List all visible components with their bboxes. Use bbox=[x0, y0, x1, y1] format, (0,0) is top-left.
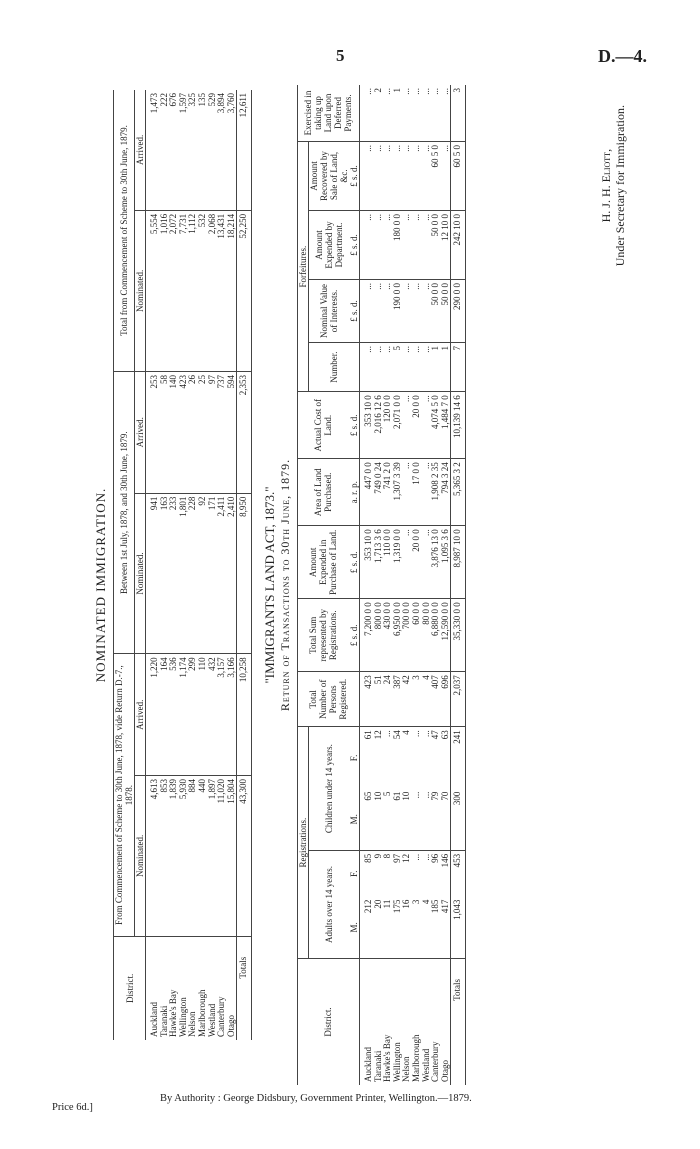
value-cell: 140 bbox=[169, 371, 179, 493]
value-cell: 387 bbox=[393, 672, 403, 727]
district-header: District. bbox=[297, 959, 359, 1086]
value-cell: 4,074 5 0 bbox=[431, 392, 441, 459]
amount-dept-header: Amount Expended by Department. bbox=[308, 211, 349, 280]
total-cell: 10,139 14 6 bbox=[451, 392, 466, 459]
value-cell: 12,590 0 0 bbox=[441, 599, 451, 672]
total-cell: 60 5 0 bbox=[451, 142, 466, 211]
value-cell: 3,894 bbox=[217, 90, 227, 210]
value-cell: 12 bbox=[372, 730, 383, 740]
printer-authority: By Authority : George Didsbury, Government Printer, Wellington.—1879. bbox=[160, 1093, 472, 1104]
value-cell: 146 bbox=[439, 853, 450, 868]
value-cell: 65 bbox=[359, 789, 373, 851]
value-cell: 163 bbox=[160, 493, 170, 654]
value-cell: 80 0 0 bbox=[422, 599, 432, 672]
value-cell: 3,157 bbox=[217, 654, 227, 776]
value-cell: ... bbox=[359, 142, 373, 211]
value-cell: 447 0 0 bbox=[359, 459, 373, 526]
value-cell: 2,072 bbox=[169, 210, 179, 371]
value-cell: 1,319 0 0 bbox=[393, 526, 403, 599]
value-cell: 353 10 0 bbox=[359, 392, 373, 459]
value-cell: 7,731 bbox=[179, 210, 189, 371]
registrations-header: Registrations. bbox=[297, 727, 308, 959]
table-row bbox=[393, 85, 403, 1085]
value-cell: 1,220 bbox=[146, 654, 160, 776]
value-cell: 20 bbox=[374, 897, 384, 959]
female-header: F. bbox=[348, 754, 359, 762]
totals-label: Totals bbox=[237, 936, 252, 1040]
value-cell: 5 bbox=[393, 343, 403, 392]
value-cell: ... bbox=[383, 211, 393, 280]
value-cell: 16 bbox=[402, 897, 412, 959]
value-cell: 794 3 24 bbox=[441, 459, 451, 526]
value-cell: ... bbox=[402, 459, 412, 526]
lsd-unit: £ s. d. bbox=[349, 599, 360, 672]
total-sum-header: Total Sum represented by Registrations. bbox=[297, 599, 349, 672]
value-cell: 737 bbox=[217, 371, 227, 493]
value-cell: 2,016 12 6 bbox=[374, 392, 384, 459]
value-cell: ... bbox=[412, 142, 422, 211]
value-cell: ... bbox=[359, 343, 373, 392]
value-cell: 749 0 24 bbox=[374, 459, 384, 526]
value-cell: ... bbox=[410, 730, 421, 738]
value-cell: 5 bbox=[383, 789, 393, 851]
value-cell: ... bbox=[410, 853, 421, 861]
district-header: District. bbox=[114, 936, 146, 1040]
value-cell: ... bbox=[359, 85, 373, 142]
value-cell: 800 0 0 bbox=[374, 599, 384, 672]
lsd-unit: £ s. d. bbox=[349, 392, 360, 459]
value-cell: 941 bbox=[146, 493, 160, 654]
land-act-table bbox=[297, 85, 466, 1085]
arrived-header: Arrived. bbox=[135, 654, 146, 776]
value-cell: ... bbox=[422, 526, 432, 599]
arp-unit: a. r. p. bbox=[349, 459, 360, 526]
value-cell: 228 bbox=[188, 493, 198, 654]
value-cell: 6,950 0 0 bbox=[393, 599, 403, 672]
value-cell: 12 10 0 bbox=[441, 211, 451, 280]
value-cell: 60 5 0 bbox=[431, 142, 441, 211]
value-cell: 3,760 bbox=[227, 90, 237, 210]
value-cell: 18,214 bbox=[227, 210, 237, 371]
rotated-content bbox=[85, 85, 645, 1085]
value-cell: 1,801 bbox=[179, 493, 189, 654]
lsd-unit: £ s. d. bbox=[349, 211, 360, 280]
nominated-header: Nominated. bbox=[135, 210, 146, 371]
value-cell: 79 bbox=[431, 789, 441, 851]
female-header: F. bbox=[348, 870, 359, 878]
table-row bbox=[402, 85, 412, 1085]
value-cell: 2,410 bbox=[227, 493, 237, 654]
value-cell: 594 bbox=[227, 371, 237, 493]
nominated-header: Nominated. bbox=[135, 493, 146, 654]
table-row bbox=[188, 90, 198, 1040]
value-cell: ... bbox=[402, 392, 412, 459]
value-cell: 6,880 0 0 bbox=[431, 599, 441, 672]
value-cell: ... bbox=[383, 85, 393, 142]
adults-header: Adults over 14 years. bbox=[308, 850, 349, 958]
forfeitures-header: Forfeitures. bbox=[297, 142, 308, 392]
signature-block bbox=[599, 105, 627, 266]
total-cell: 43,300 bbox=[237, 776, 252, 937]
value-cell: ... bbox=[412, 789, 422, 851]
table-row bbox=[359, 85, 373, 1085]
totals-row bbox=[237, 90, 252, 1040]
signatory-name: H. J. H. Eliott, bbox=[599, 148, 613, 223]
value-cell: ... bbox=[422, 280, 432, 343]
total-persons-header: Total Number of Persons Registered. bbox=[297, 672, 359, 727]
value-cell: 430 0 0 bbox=[383, 599, 393, 672]
value-cell: 1 bbox=[393, 85, 403, 142]
value-cell: ... bbox=[422, 85, 432, 142]
value-cell: 25 bbox=[198, 371, 208, 493]
value-cell: 50 0 0 bbox=[441, 280, 451, 343]
value-cell: 536 bbox=[169, 654, 179, 776]
value-cell: ... bbox=[422, 392, 432, 459]
value-cell: 222 bbox=[160, 90, 170, 210]
value-cell: ... bbox=[422, 211, 432, 280]
value-cell: 92 bbox=[198, 493, 208, 654]
value-cell: 1,095 3 6 bbox=[441, 526, 451, 599]
value-cell: ... bbox=[402, 211, 412, 280]
value-cell: ... bbox=[359, 211, 373, 280]
value-cell: 54 bbox=[391, 730, 402, 740]
value-cell: ... bbox=[422, 142, 432, 211]
value-cell: 15,804 bbox=[227, 776, 237, 937]
value-cell: 110 bbox=[198, 654, 208, 776]
value-cell: 13,431 bbox=[217, 210, 227, 371]
value-cell: 696 bbox=[441, 672, 451, 727]
value-cell: 9 bbox=[372, 853, 383, 859]
signatory-title: Under Secretary for Immigration. bbox=[613, 105, 627, 267]
children-header: Children under 14 years. bbox=[308, 727, 349, 851]
group2-header: Between 1st July, 1878, and 30th June, 1879. bbox=[114, 371, 135, 653]
section1-title: NOMINATED IMMIGRATION. bbox=[93, 487, 108, 683]
total-cell: 1,043 bbox=[451, 897, 466, 959]
value-cell: 3 bbox=[412, 672, 422, 727]
value-cell: 8 bbox=[382, 853, 393, 859]
value-cell: 50 0 0 bbox=[431, 211, 441, 280]
value-cell: 10 bbox=[402, 789, 412, 851]
lsd-unit: £ s. d. bbox=[349, 526, 360, 599]
value-cell: 432 bbox=[208, 654, 218, 776]
value-cell: 5,554 bbox=[146, 210, 160, 371]
nominal-value-header: Nominal Value of Interests. bbox=[308, 280, 349, 343]
totals-row bbox=[451, 85, 466, 1085]
value-cell: 4 bbox=[422, 897, 432, 959]
value-cell: 24 bbox=[383, 672, 393, 727]
total-cell: 10,258 bbox=[237, 654, 252, 776]
value-cell: 190 0 0 bbox=[393, 280, 403, 343]
document-reference: D.—4. bbox=[598, 46, 647, 66]
value-cell: ... bbox=[383, 142, 393, 211]
arrived-header: Arrived. bbox=[135, 371, 146, 493]
value-cell: ... bbox=[412, 280, 422, 343]
section2-title: "IMMIGRANTS LAND ACT, 1873." bbox=[261, 486, 277, 684]
lsd-unit: £ s. d. bbox=[349, 280, 360, 343]
value-cell: ... bbox=[374, 343, 384, 392]
value-cell: 440 bbox=[198, 776, 208, 937]
total-cell: 453 bbox=[451, 850, 466, 896]
value-cell: 120 0 0 bbox=[383, 392, 393, 459]
value-cell: 5,930 bbox=[179, 776, 189, 937]
total-cell: 2,353 bbox=[237, 371, 252, 493]
value-cell: ... bbox=[374, 211, 384, 280]
district-cell: Nelson bbox=[187, 1011, 198, 1037]
number-header: Number. bbox=[308, 343, 359, 392]
district-cell: Marlborough bbox=[410, 1034, 421, 1082]
value-cell: 110 0 0 bbox=[383, 526, 393, 599]
value-cell: ... bbox=[431, 85, 441, 142]
value-cell: 1,307 3 39 bbox=[393, 459, 403, 526]
value-cell: 1 bbox=[441, 343, 451, 392]
value-cell: 3 bbox=[412, 897, 422, 959]
district-cell: Westland bbox=[206, 1003, 217, 1037]
value-cell: 299 bbox=[188, 654, 198, 776]
value-cell: 2,071 0 0 bbox=[393, 392, 403, 459]
total-cell: 12,611 bbox=[237, 90, 252, 210]
district-cell: Otago bbox=[439, 1060, 450, 1082]
district-cell: Hawke's Bay bbox=[168, 989, 179, 1037]
value-cell: ... bbox=[402, 526, 412, 599]
value-cell: ... bbox=[393, 142, 403, 211]
value-cell: 97 bbox=[208, 371, 218, 493]
table-row bbox=[374, 85, 384, 1085]
value-cell: 180 0 0 bbox=[393, 211, 403, 280]
value-cell: ... bbox=[383, 280, 393, 343]
group1-header: From Commencement of Scheme to 30th June, 1878, vide Return D.-7., 1878. bbox=[114, 654, 135, 936]
district-cell: Wellington bbox=[177, 997, 188, 1037]
value-cell: ... bbox=[374, 142, 384, 211]
value-cell: 741 2 0 bbox=[383, 459, 393, 526]
value-cell: 253 bbox=[146, 371, 160, 493]
total-cell: 52,250 bbox=[237, 210, 252, 371]
total-cell: 5,365 3 2 bbox=[451, 459, 466, 526]
value-cell: ... bbox=[412, 211, 422, 280]
value-cell: 2,068 bbox=[208, 210, 218, 371]
value-cell: 11 bbox=[383, 897, 393, 959]
value-cell: 1,473 bbox=[146, 90, 160, 210]
value-cell: ... bbox=[420, 730, 431, 738]
value-cell: 61 bbox=[393, 789, 403, 851]
total-cell: 2,037 bbox=[451, 672, 466, 727]
value-cell: ... bbox=[422, 459, 432, 526]
value-cell: 164 bbox=[160, 654, 170, 776]
value-cell: 532 bbox=[198, 210, 208, 371]
value-cell: 70 bbox=[441, 789, 451, 851]
value-cell: 12 bbox=[401, 853, 412, 863]
value-cell: 60 0 0 bbox=[412, 599, 422, 672]
value-cell: 1,484 7 0 bbox=[441, 392, 451, 459]
value-cell: ... bbox=[383, 343, 393, 392]
nominated-immigration-table bbox=[113, 90, 252, 1040]
value-cell: 233 bbox=[169, 493, 179, 654]
area-header: Area of Land Purchased. bbox=[297, 459, 349, 526]
value-cell: ... bbox=[402, 280, 412, 343]
value-cell: ... bbox=[359, 280, 373, 343]
group3-header: Total from Commencement of Scheme to 30th June, 1879. bbox=[114, 90, 135, 371]
nominated-header: Nominated. bbox=[135, 776, 146, 937]
value-cell: 50 0 0 bbox=[431, 280, 441, 343]
total-cell: 8,987 10 0 bbox=[451, 526, 466, 599]
district-cell: Wellington bbox=[391, 1042, 402, 1082]
value-cell: 1,597 bbox=[179, 90, 189, 210]
value-cell: 2 bbox=[374, 85, 384, 142]
value-cell: 85 bbox=[362, 853, 373, 863]
total-cell: 35,330 0 0 bbox=[451, 599, 466, 672]
value-cell: 407 bbox=[431, 672, 441, 727]
value-cell: 417 bbox=[441, 897, 451, 959]
total-cell: 8,950 bbox=[237, 493, 252, 654]
table-row bbox=[412, 85, 422, 1085]
value-cell: ... bbox=[422, 789, 432, 851]
total-cell: 3 bbox=[451, 85, 466, 142]
value-cell: 58 bbox=[160, 371, 170, 493]
value-cell: ... bbox=[402, 142, 412, 211]
value-cell: 423 bbox=[179, 371, 189, 493]
value-cell: 3,876 13 0 bbox=[431, 526, 441, 599]
total-cell: 7 bbox=[451, 343, 466, 392]
male-header: M. bbox=[349, 789, 360, 851]
value-cell: 423 bbox=[359, 672, 373, 727]
exercised-header: Exercised in taking up Land upon Deferred Payments. bbox=[297, 85, 359, 142]
lsd-unit: £ s. d. bbox=[349, 142, 360, 211]
value-cell: ... bbox=[382, 730, 393, 738]
total-cell: 290 0 0 bbox=[451, 280, 466, 343]
total-cell: 300 bbox=[451, 789, 466, 851]
amount-recovered-header: Amount Recovered by Sale of Land, &c. bbox=[308, 142, 349, 211]
value-cell: 1,174 bbox=[179, 654, 189, 776]
value-cell: 676 bbox=[169, 90, 179, 210]
value-cell: 47 bbox=[430, 730, 441, 740]
value-cell: 26 bbox=[188, 371, 198, 493]
value-cell: 42 bbox=[402, 672, 412, 727]
arrived-header: Arrived. bbox=[135, 90, 146, 210]
district-cell: Canterbury bbox=[216, 996, 227, 1037]
total-cell: 242 10 0 bbox=[451, 211, 466, 280]
amount-expended-header: Amount Expended in Purchase of Land. bbox=[297, 526, 349, 599]
value-cell: 700 0 0 bbox=[402, 599, 412, 672]
value-cell: 4,613 bbox=[146, 776, 160, 937]
value-cell: 1,016 bbox=[160, 210, 170, 371]
value-cell: 96 bbox=[430, 853, 441, 863]
value-cell: 353 10 0 bbox=[359, 526, 373, 599]
district-cell: Auckland bbox=[149, 1002, 159, 1037]
table-row bbox=[146, 90, 160, 1040]
value-cell: 212 bbox=[359, 897, 373, 959]
value-cell: ... bbox=[441, 85, 451, 142]
district-cell: Auckland bbox=[362, 1047, 373, 1082]
district-cell: Taranaki bbox=[158, 1005, 169, 1037]
section2-subtitle: Return of Transactions to 30th June, 1879. bbox=[277, 458, 292, 712]
table-row bbox=[227, 90, 237, 1040]
value-cell: 171 bbox=[208, 493, 218, 654]
value-cell: ... bbox=[412, 85, 422, 142]
value-cell: 20 0 0 bbox=[412, 526, 422, 599]
value-cell: 4 bbox=[422, 672, 432, 727]
page-number: 5 bbox=[336, 46, 345, 65]
actual-cost-header: Actual Cost of Land. bbox=[297, 392, 349, 459]
price: Price 6d.] bbox=[52, 1102, 93, 1113]
value-cell: 185 bbox=[431, 897, 441, 959]
value-cell: 529 bbox=[208, 90, 218, 210]
value-cell: 135 bbox=[198, 90, 208, 210]
value-cell: 63 bbox=[439, 730, 450, 740]
value-cell: ... bbox=[402, 343, 412, 392]
value-cell: 1,839 bbox=[169, 776, 179, 937]
value-cell: 3,166 bbox=[227, 654, 237, 776]
value-cell: ... bbox=[374, 280, 384, 343]
value-cell: 1,897 bbox=[208, 776, 218, 937]
district-cell: Canterbury bbox=[430, 1041, 441, 1082]
value-cell: ... bbox=[441, 142, 451, 211]
value-cell: 2,411 bbox=[217, 493, 227, 654]
value-cell: 20 0 0 bbox=[412, 392, 422, 459]
value-cell: 10 bbox=[374, 789, 384, 851]
value-cell: 1,112 bbox=[188, 210, 198, 371]
value-cell: 1 bbox=[431, 343, 441, 392]
male-header: M. bbox=[349, 897, 360, 959]
value-cell: 61 bbox=[362, 730, 373, 740]
value-cell: 1,713 3 6 bbox=[374, 526, 384, 599]
value-cell: 1,908 2 35 bbox=[431, 459, 441, 526]
value-cell: ... bbox=[402, 85, 412, 142]
value-cell: 175 bbox=[393, 897, 403, 959]
district-cell: Westland bbox=[420, 1048, 431, 1082]
value-cell: 325 bbox=[188, 90, 198, 210]
value-cell: 17 0 0 bbox=[412, 459, 422, 526]
district-cell: Marlborough bbox=[196, 989, 207, 1037]
value-cell: 4 bbox=[401, 730, 412, 735]
total-cell: 241 bbox=[451, 727, 466, 789]
value-cell: ... bbox=[420, 853, 431, 861]
district-cell: Taranaki bbox=[372, 1050, 383, 1082]
totals-label: Totals bbox=[451, 959, 466, 1086]
value-cell: 7,200 0 0 bbox=[359, 599, 373, 672]
district-cell: Nelson bbox=[401, 1056, 412, 1082]
value-cell: ... bbox=[422, 343, 432, 392]
district-cell: Hawke's Bay bbox=[382, 1034, 393, 1082]
value-cell: 97 bbox=[391, 853, 402, 863]
district-cell: Otago bbox=[225, 1015, 236, 1037]
value-cell: 51 bbox=[374, 672, 384, 727]
table-row bbox=[441, 85, 451, 1085]
value-cell: ... bbox=[412, 343, 422, 392]
value-cell: 11,020 bbox=[217, 776, 227, 937]
value-cell: 853 bbox=[160, 776, 170, 937]
value-cell: 884 bbox=[188, 776, 198, 937]
